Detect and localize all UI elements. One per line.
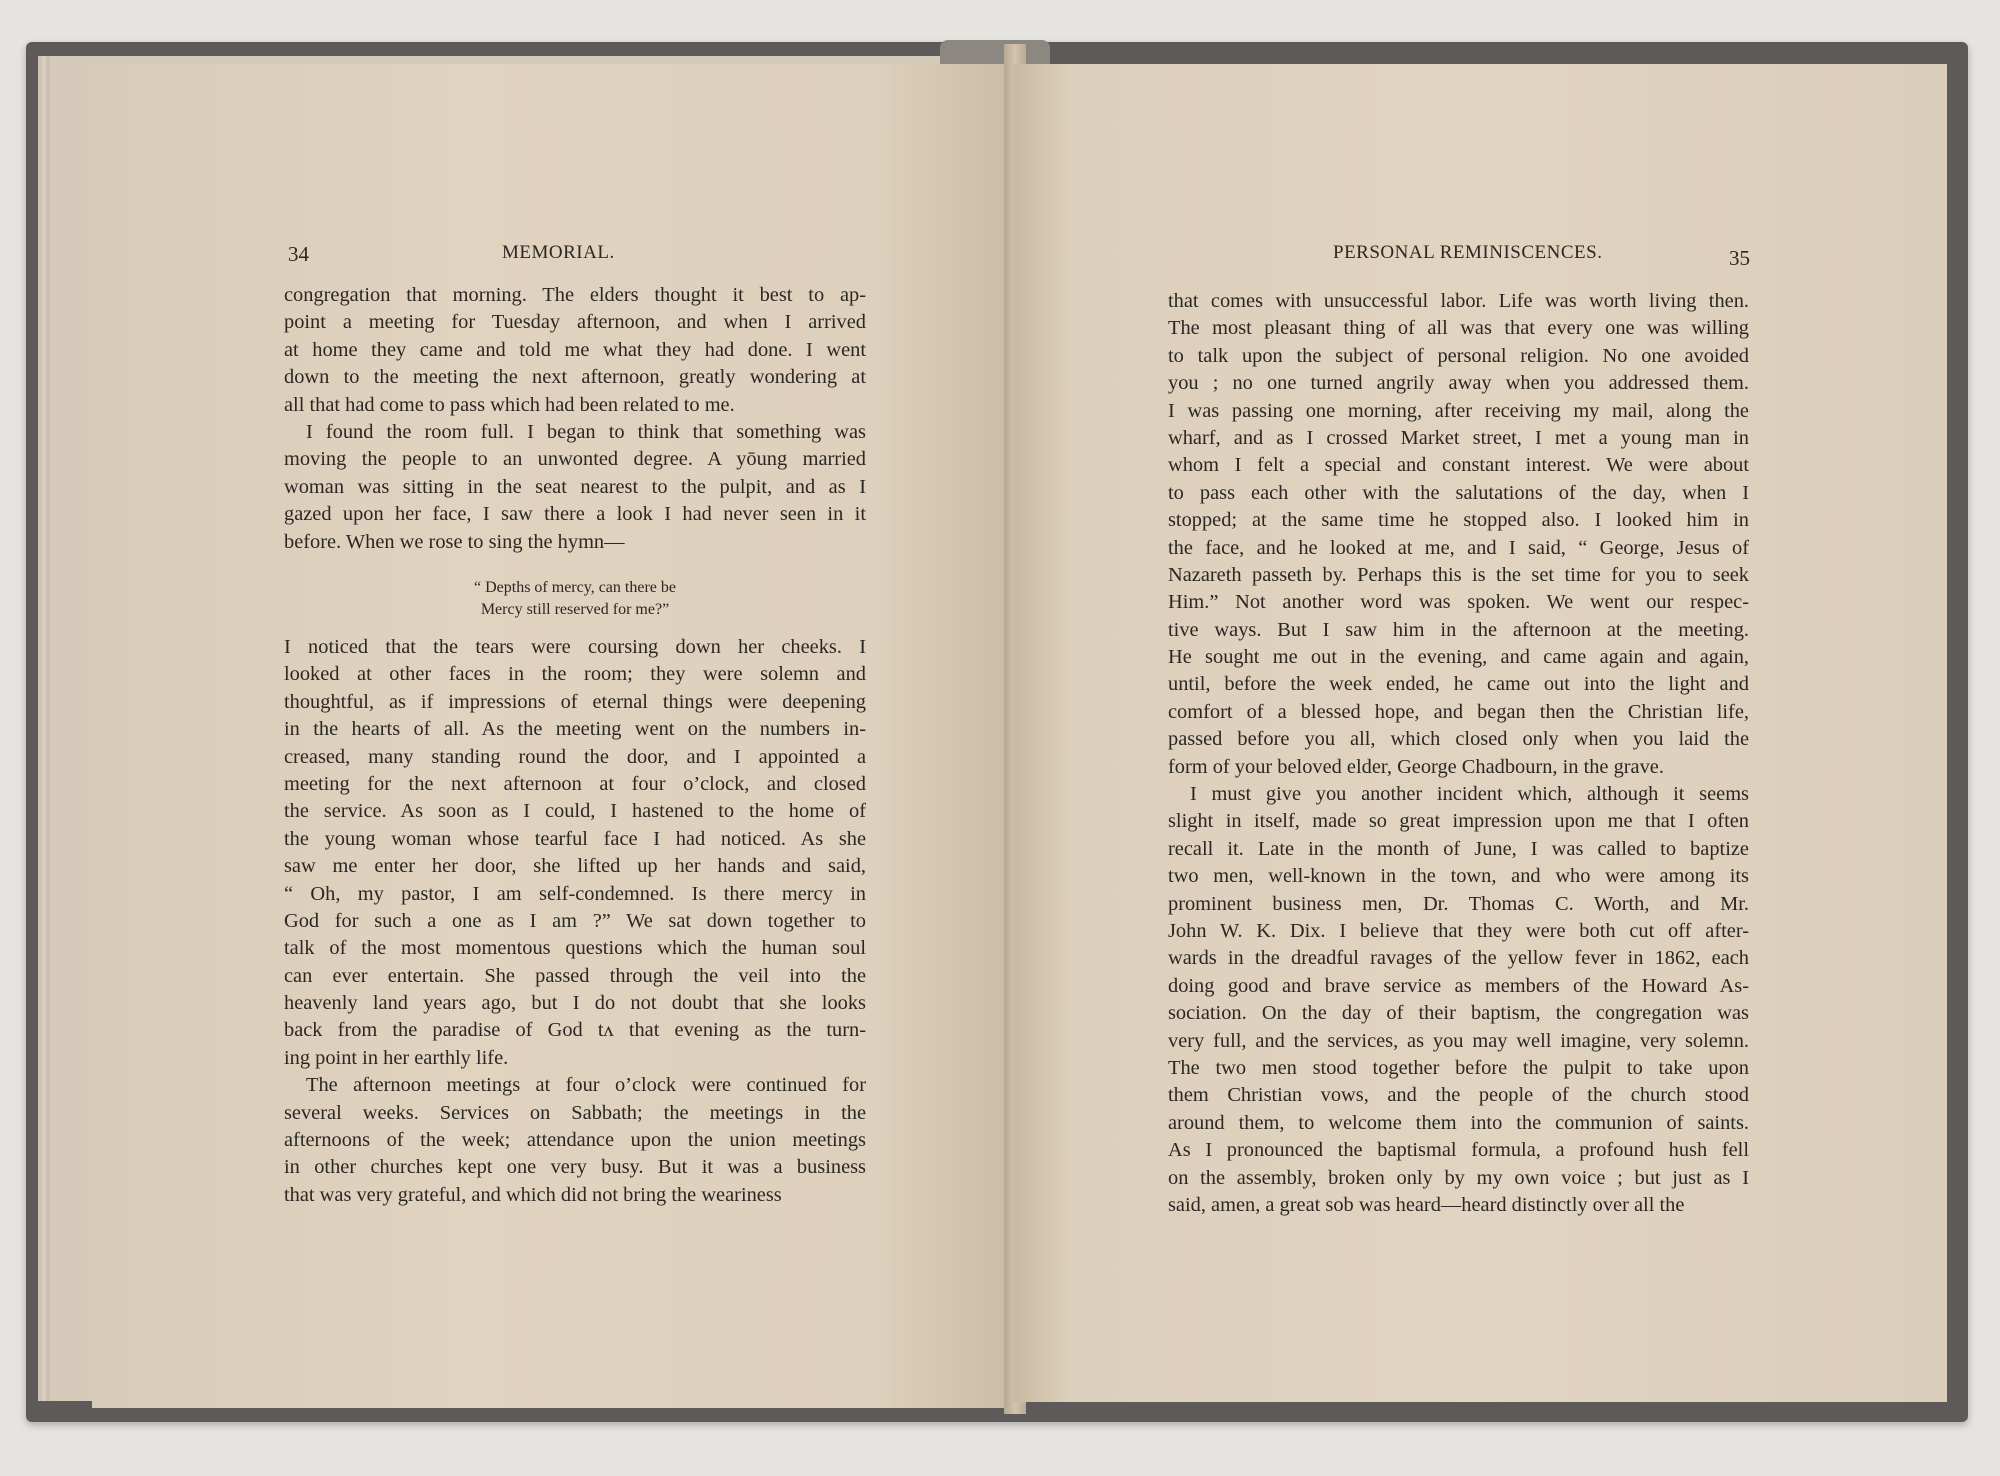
quote-line: Mercy still reserved for me?” [480,601,670,618]
text-line: on the assembly, broken only by my own voice ; but just as I [1168,1166,1749,1189]
text-line: tive ways. But I saw him in the afternoon at the meeting. [1168,618,1749,641]
text-line: heavenly land years ago, but I do not doubt that she looks [284,992,866,1015]
text-line: that was very grateful, and which did not bring the weariness [284,1183,782,1206]
text-line: to talk upon the subject of personal religion. No one avoided [1168,344,1749,367]
text-line: around them, to welcome them into the communion of saints. [1168,1111,1749,1134]
text-line: I noticed that the tears were coursing down her cheeks. I [284,636,866,658]
text-line: to pass each other with the salutations of the day, when I [1168,481,1749,504]
text-line: doing good and brave service as members of the Howard As- [1168,974,1749,997]
text-line: The afternoon meetings at four o’clock were continued for [306,1074,866,1097]
paragraph [284,634,866,1072]
text-line: congregation that morning. The elders thought it best to ap- [284,284,866,306]
text-line: the young woman whose tearful face I had noticed. As she [284,827,866,850]
text-line: you ; no one turned angrily away when you addressed them. [1168,372,1749,395]
text-line: wharf, and as I crossed Market street, I met a young man in [1168,426,1749,449]
text-line: that comes with unsuccessful labor. Life was worth living then. [1168,290,1749,312]
hymn-quote [284,577,866,621]
text-line: whom I felt a special and constant interest. We were about [1168,454,1749,477]
text-line: back from the paradise of God tʌ that evening as the turn- [284,1019,866,1042]
text-line: looked at other faces in the room; they were solemn and [284,663,866,686]
text-line: until, before the week ended, he came out into the light and [1168,673,1749,696]
text-line: form of your beloved elder, George Chadbourn, in the grave. [1168,755,1664,778]
text-line: the face, and he looked at me, and I said, “ George, Jesus of [1168,536,1749,559]
text-line: several weeks. Services on Sabbath; the meetings in the [284,1101,866,1124]
text-line: sociation. On the day of their baptism, the congregation was [1168,1002,1749,1025]
paragraph [284,1072,866,1209]
text-line: prominent business men, Dr. Thomas C. Worth, and Mr. [1168,892,1749,915]
text-line: in the hearts of all. As the meeting went on the numbers in- [284,718,866,741]
paragraph [284,282,866,419]
text-line: two men, well-known in the town, and who were among its [1168,865,1749,888]
text-line: recall it. Late in the month of June, I was called to baptize [1168,837,1749,860]
text-line: the service. As soon as I could, I hastened to the home of [284,800,866,823]
text-line: creased, many standing round the door, and I appointed a [284,745,866,768]
text-line: moving the people to an unwonted degree. A yōung married [284,448,866,471]
text-line: John W. K. Dix. I believe that they were both cut off after- [1168,919,1749,942]
text-line: point a meeting for Tuesday afternoon, and when I arrived [284,311,866,334]
text-line: afternoons of the week; attendance upon the union meetings [284,1129,866,1152]
text-line: said, amen, a great sob was heard—heard distinctly over all the [1168,1193,1685,1216]
text-block-bottom [284,634,866,1209]
text-line: I was passing one morning, after receiving my mail, along the [1168,399,1749,422]
text-line: Nazareth passeth by. Perhaps this is the set time for you to seek [1168,563,1749,586]
text-line: talk of the most momentous questions which the human soul [284,937,866,960]
text-line: woman was sitting in the seat nearest to the pulpit, and as I [284,475,866,498]
text-line: them Christian vows, and the people of the church stood [1168,1084,1749,1107]
paragraph [1168,288,1749,781]
running-head: PERSONAL REMINISCENCES. [1333,242,1603,263]
text-line: stopped; at the same time he stopped also. I looked him in [1168,509,1749,532]
text-line: God for such a one as I am ?” We sat down together to [284,909,866,932]
text-line: down to the meeting the next afternoon, greatly wondering at [284,366,866,389]
paragraph [1168,781,1749,1219]
text-line: “ Oh, my pastor, I am self-condemned. Is there mercy in [284,882,866,905]
text-line: meeting for the next afternoon at four o’clock, and closed [284,772,866,795]
text-line: wards in the dreadful ravages of the yellow fever in 1862, each [1168,947,1749,970]
text-block-top [284,282,866,556]
text-line: ing point in her earthly life. [284,1046,509,1069]
left-page [92,64,1014,1408]
text-line: I must give you another incident which, although it seems [1190,783,1749,806]
text-line: gazed upon her face, I saw there a look I had never seen in it [284,503,866,526]
paragraph [284,419,866,556]
text-line: can ever entertain. She passed through the veil into the [284,964,866,987]
right-page [1014,64,1947,1402]
text-line: comfort of a blessed hope, and began then the Christian life, [1168,700,1749,723]
text-line: before. When we rose to sing the hymn— [284,530,625,553]
text-line: He sought me out in the evening, and came again and again, [1168,646,1749,669]
text-line: in other churches kept one very busy. But it was a business [284,1156,866,1179]
running-head: MEMORIAL. [502,242,615,263]
text-line: The two men stood together before the pulpit to take upon [1168,1056,1749,1079]
text-line: The most pleasant thing of all was that every one was willing [1168,317,1749,340]
text-line: very full, and the services, as you may well imagine, very solemn. [1168,1029,1749,1052]
quote-line: “ Depths of mercy, can there be [474,579,676,596]
text-line: slight in itself, made so great impression upon me that I often [1168,810,1749,833]
text-line: at home they came and told me what they had done. I went [284,338,866,361]
page-number: 35 [1729,246,1750,270]
text-line: As I pronounced the baptismal formula, a profound hush fell [1168,1139,1749,1162]
text-line: Him.” Not another word was spoken. We went our respec- [1168,591,1749,614]
page-number: 34 [288,242,309,266]
text-line: I found the room full. I began to think that something was [306,420,866,443]
text-block [1168,288,1749,1219]
text-line: thoughtful, as if impressions of eternal things were deepening [284,690,866,713]
text-line: passed before you all, which closed only when you laid the [1168,728,1749,751]
text-line: all that had come to pass which had been related to me. [284,393,735,416]
text-line: saw me enter her door, she lifted up her hands and said, [284,855,866,878]
